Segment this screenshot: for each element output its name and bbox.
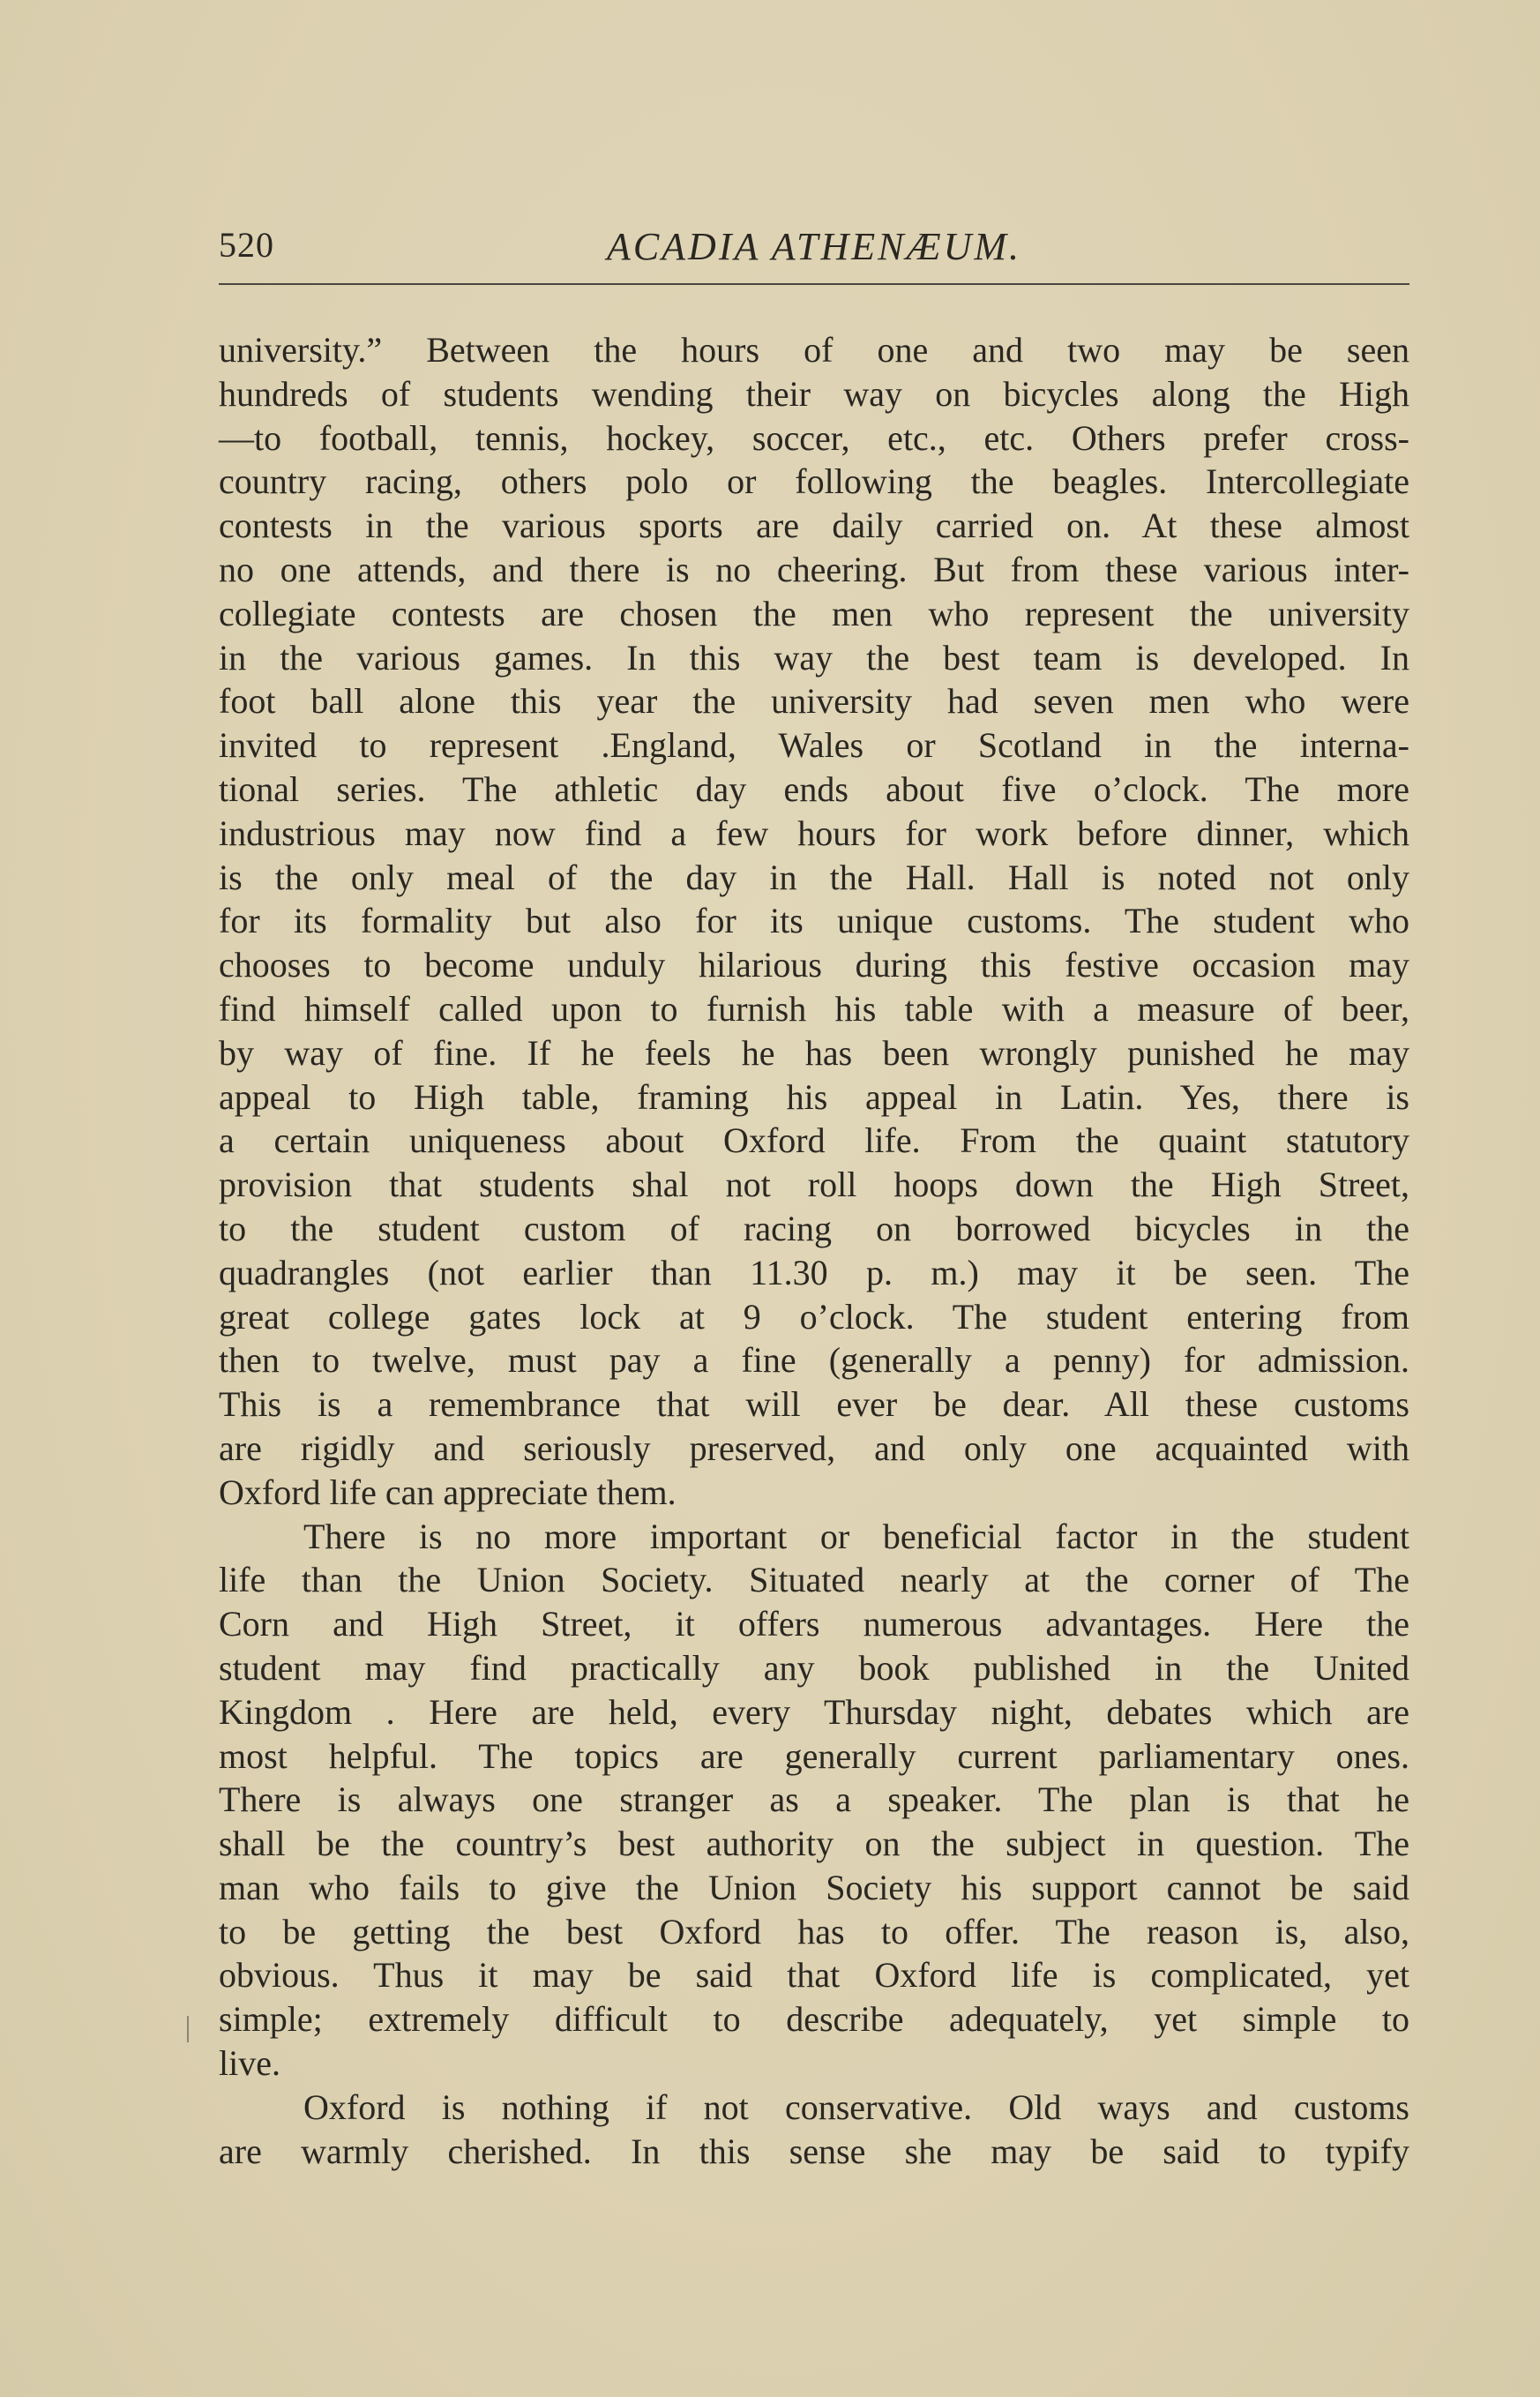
text-line: tional series. The athletic day ends about five o’clock. The more bbox=[219, 768, 1409, 809]
text-line: in the various games. In this way the best team is developed. In bbox=[219, 637, 1409, 678]
paragraph bbox=[219, 1515, 1409, 2086]
text-line: country racing, others polo or following the beagles. Intercollegiate bbox=[219, 461, 1409, 502]
margin-mark bbox=[187, 2016, 189, 2042]
text-line: for its formality but also for its unique customs. The student who bbox=[219, 901, 1409, 941]
text-line: shall be the country’s best authority on the subject in question. The bbox=[219, 1824, 1409, 1864]
paragraph bbox=[219, 2086, 1409, 2174]
body-text bbox=[219, 328, 1409, 2173]
text-line: is the only meal of the day in the Hall. Hall is noted not only bbox=[219, 857, 1409, 897]
text-line: Oxford is nothing if not conservative. Old ways and customs bbox=[303, 2086, 1409, 2127]
text-line: a certain uniqueness about Oxford life. From the quaint statutory bbox=[219, 1120, 1409, 1161]
text-line: man who fails to give the Union Society his support cannot be said bbox=[219, 1867, 1409, 1907]
text-line: to the student custom of racing on borrowed bicycles in the bbox=[219, 1208, 1409, 1248]
text-line: contests in the various sports are daily carried on. At these almost bbox=[219, 506, 1409, 546]
text-line: obvious. Thus it may be said that Oxford life is complicated, yet bbox=[219, 1955, 1409, 1996]
text-line: are rigidly and seriously preserved, and only one acquainted with bbox=[219, 1427, 1409, 1468]
text-line: Corn and High Street, it offers numerous advantages. Here the bbox=[219, 1604, 1409, 1644]
text-line: student may find practically any book published in the United bbox=[219, 1647, 1409, 1688]
text-line: great college gates lock at 9 o’clock. The student entering from bbox=[219, 1296, 1409, 1337]
text-line: invited to represent .England, Wales or Scotland in the interna- bbox=[219, 725, 1409, 766]
text-line: appeal to High table, framing his appeal in Latin. Yes, there is bbox=[219, 1076, 1409, 1117]
text-line: This is a remembrance that will ever be dear. All these customs bbox=[219, 1384, 1409, 1425]
text-line: no one attends, and there is no cheering. But from these various inter- bbox=[219, 549, 1409, 589]
page-number: 520 bbox=[219, 225, 274, 265]
text-line: to be getting the best Oxford has to offer. The reason is, also, bbox=[219, 1911, 1409, 1951]
text-line: university.” Between the hours of one and two may be seen bbox=[219, 330, 1409, 370]
text-line: There is always one stranger as a speaker. The plan is that he bbox=[219, 1779, 1409, 1820]
text-line: then to twelve, must pay a fine (generally a penny) for admission. bbox=[219, 1340, 1409, 1381]
text-line: live. bbox=[219, 2043, 280, 2084]
paragraph bbox=[219, 328, 1409, 1515]
text-line: quadrangles (not earlier than 11.30 p. m.) may it be seen. The bbox=[219, 1252, 1409, 1292]
text-line: collegiate contests are chosen the men who represent the university bbox=[219, 593, 1409, 633]
text-line: life than the Union Society. Situated nearly at the corner of The bbox=[219, 1560, 1409, 1600]
text-line: simple; extremely difficult to describe adequately, yet simple to bbox=[219, 1999, 1409, 2040]
header-rule bbox=[219, 283, 1409, 285]
text-line: find himself called upon to furnish his table with a measure of beer, bbox=[219, 988, 1409, 1029]
text-line: chooses to become unduly hilarious during this festive occasion may bbox=[219, 945, 1409, 985]
text-line: by way of fine. If he feels he has been wrongly punished he may bbox=[219, 1032, 1409, 1073]
running-title: ACADIA ATHENÆUM. bbox=[606, 225, 1022, 268]
text-line: provision that students shal not roll hoops down the High Street, bbox=[219, 1165, 1409, 1205]
text-line: There is no more important or beneficial factor in the student bbox=[303, 1516, 1409, 1556]
text-line: industrious may now find a few hours for work before dinner, which bbox=[219, 813, 1409, 853]
text-line: hundreds of students wending their way on bicycles along the High bbox=[219, 373, 1409, 414]
text-line: Oxford life can appreciate them. bbox=[219, 1472, 677, 1512]
text-line: are warmly cherished. In this sense she may be said to typify bbox=[219, 2131, 1409, 2171]
text-line: foot ball alone this year the university had seven men who were bbox=[219, 681, 1409, 722]
text-line: —to football, tennis, hockey, soccer, etc., etc. Others prefer cross- bbox=[219, 417, 1409, 458]
text-line: Kingdom . Here are held, every Thursday night, debates which are bbox=[219, 1691, 1409, 1732]
text-line: most helpful. The topics are generally current parliamentary ones. bbox=[219, 1735, 1409, 1776]
page-header bbox=[219, 219, 1409, 281]
